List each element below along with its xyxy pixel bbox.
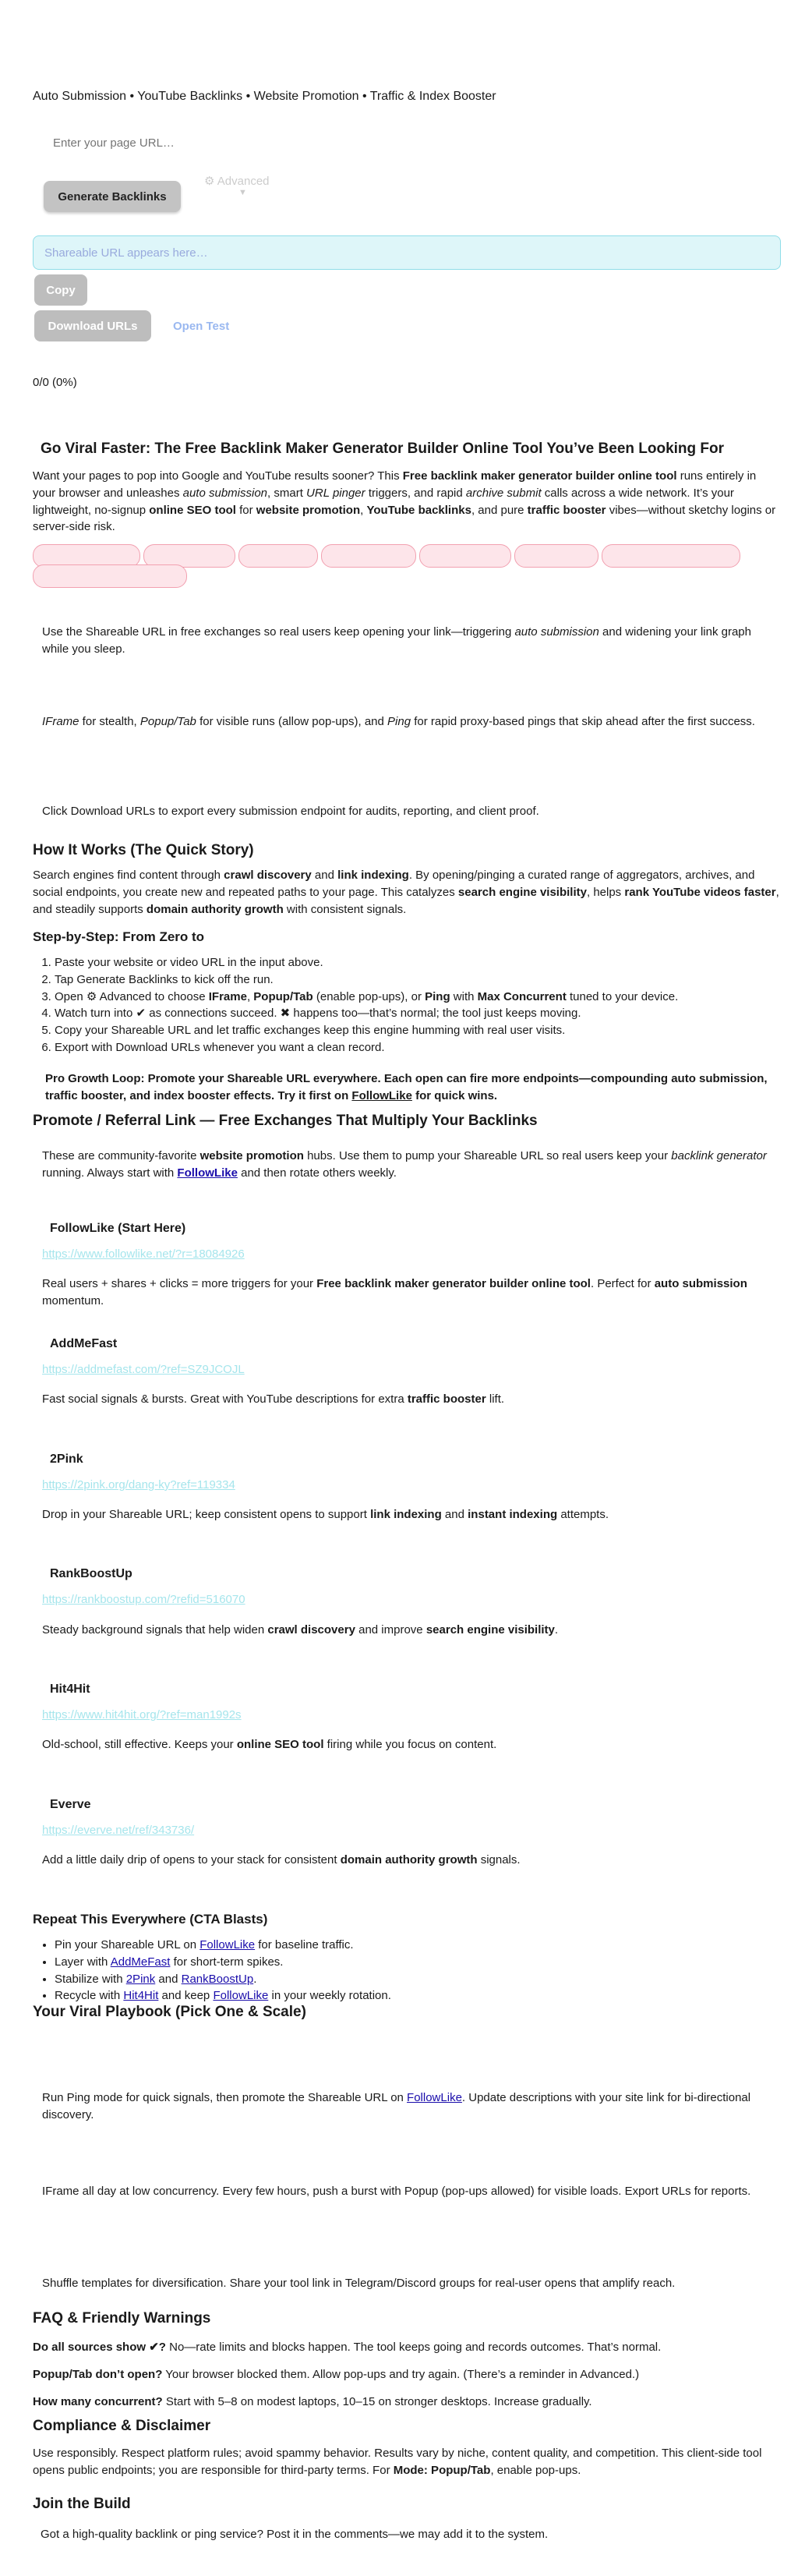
keyword-pill[interactable] — [602, 544, 740, 568]
site-description: Drop in your Shareable URL; keep consistent opens to support link indexing and instant indexing attempts. — [42, 1508, 609, 1521]
advanced-toggle[interactable]: ⚙ Advanced — [204, 175, 270, 188]
hero-title: Go Viral Faster: The Free Backlink Maker Generator Builder Online Tool You’ve Been Looking For — [41, 441, 725, 457]
playbook-item: Run Ping mode for quick signals, then promote the Shareable URL on FollowLike. Update descriptions with your site link for bi-directional discovery. — [42, 2091, 751, 2121]
step-item: 4. Watch turn into ✔ as connections succeed. ✖ happens too—that’s normal; the tool just keeps moving. — [55, 1005, 798, 1022]
steps-title: Step-by-Step: From Zero to — [33, 929, 205, 944]
join-text: Got a high-quality backlink or ping service? Post it in the comments—we may add it to the system. — [41, 2528, 549, 2541]
site-name: 2Pink — [50, 1453, 83, 1466]
site-url-link[interactable]: https://2pink.org/dang-ky?ref=119334 — [42, 1478, 235, 1491]
list-item: • Pin your Shareable URL on FollowLike for baseline traffic. — [55, 1937, 798, 1954]
list-item: • Stabilize with 2Pink and RankBoostUp. — [55, 1971, 798, 1988]
site-name: AddMeFast — [50, 1337, 118, 1350]
addmefast-link[interactable]: AddMeFast — [110, 1955, 171, 1969]
step-item: 3. Open ⚙ Advanced to choose IFrame, Popup/Tab (enable pop-ups), or Ping with Max Concurrent tuned to your device. — [55, 989, 798, 1006]
promote-intro: These are community-favorite website promotion hubs. Use them to pump your Shareable URL so real users keep your backlink generator running. Always start with FollowLike and then rotate others weekly. — [42, 1149, 767, 1180]
site-url-link[interactable]: https://www.hit4hit.org/?ref=man1992s — [42, 1708, 242, 1721]
repeat-title: Repeat This Everywhere (CTA Blasts) — [33, 1912, 268, 1927]
site-name: Everve — [50, 1798, 91, 1811]
2pink-link[interactable]: 2Pink — [125, 1972, 156, 1986]
playbook-item: IFrame all day at low concurrency. Every few hours, push a burst with Popup (pop-ups allowed) for visible loads. Export URLs for reports. — [42, 2185, 751, 2198]
followlike-link[interactable]: FollowLike — [213, 1989, 269, 2003]
keyword-pill[interactable] — [514, 544, 598, 568]
keyword-pill[interactable] — [33, 564, 187, 588]
site-name: RankBoostUp — [50, 1567, 132, 1580]
compliance-text: Use responsibly. Respect platform rules; avoid spammy behavior. Results vary by niche, content quality, and competition. This client-side tool opens public endpoints; you are responsible for third-party terms. For Mode: Popup/Tab, enable pop-ups. — [33, 2447, 762, 2477]
step-item: 2. Tap Generate Backlinks to kick off the run. — [55, 971, 798, 989]
generate-backlinks-button[interactable]: Generate Backlinks — [44, 181, 181, 212]
site-description: Old-school, still effective. Keeps your online SEO tool firing while you focus on content. — [42, 1738, 497, 1751]
growth-loop: Pro Growth Loop: Promote your Shareable URL everywhere. Each open can fire more endpoints—compounding auto submission, traffic booster, and index booster effects. Try it first on FollowLike for quick wins. — [45, 1072, 768, 1102]
repeat-list — [33, 1937, 798, 2005]
site-url-link[interactable]: https://addmefast.com/?ref=SZ9JCOJL — [42, 1363, 245, 1376]
faq-item: Popup/Tab don’t open? Your browser blocked them. Allow pop-ups and try again. (There’s a reminder in Advanced.) — [33, 2368, 640, 2381]
playbook-item: Shuffle templates for diversification. Share your tool link in Telegram/Discord groups for real-user opens that amplify reach. — [42, 2277, 676, 2290]
step-item: 1. Paste your website or video URL in the input above. — [55, 954, 798, 971]
site-url-link[interactable]: https://rankboostup.com/?refid=516070 — [42, 1593, 245, 1606]
steps-list — [33, 954, 798, 1056]
how-paragraph: Search engines find content through crawl discovery and link indexing. By opening/pinging a curated range of aggregators, archives, and social endpoints, you create new and repeated paths to your page. This catalyzes search engine visibility, helps rank YouTube videos faster, and steadily supports domain authority growth with consistent signals. — [33, 869, 779, 916]
progress-text: 0/0 (0%) — [33, 376, 77, 389]
site-description: Real users + shares + clicks = more triggers for your Free backlink maker generator builder online tool. Perfect for auto submission momentum. — [42, 1277, 747, 1307]
open-test-link[interactable]: Open Test — [173, 320, 230, 333]
rankboostup-link[interactable]: RankBoostUp — [181, 1972, 254, 1986]
followlike-link[interactable]: FollowLike — [351, 1088, 412, 1102]
keyword-pill[interactable] — [419, 544, 511, 568]
list-item: • Recycle with Hit4Hit and keep FollowLike in your weekly rotation. — [55, 1987, 798, 2005]
followlike-link[interactable]: FollowLike — [407, 2091, 462, 2104]
site-name: FollowLike (Start Here) — [50, 1222, 186, 1235]
list-item: • Layer with AddMeFast for short-term spikes. — [55, 1954, 798, 1971]
step-item: 5. Copy your Shareable URL and let traffic exchanges keep this engine humming with real user visits. — [55, 1022, 798, 1039]
how-title: How It Works (The Quick Story) — [33, 842, 254, 858]
site-name: Hit4Hit — [50, 1683, 90, 1696]
site-url-link[interactable]: https://www.followlike.net/?r=18084926 — [42, 1247, 245, 1261]
promote-title: Promote / Referral Link — Free Exchanges That Multiply Your Backlinks — [33, 1113, 538, 1129]
site-description: Fast social signals & bursts. Great with YouTube descriptions for extra traffic booster lift. — [42, 1392, 505, 1406]
compliance-title: Compliance & Disclaimer — [33, 2418, 211, 2434]
faq-item: Do all sources show ✔? No—rate limits and blocks happen. The tool keeps going and records outcomes. That’s normal. — [33, 2341, 662, 2354]
join-title: Join the Build — [33, 2496, 131, 2512]
faq-title: FAQ & Friendly Warnings — [33, 2310, 211, 2327]
followlike-link[interactable]: FollowLike — [177, 1166, 238, 1180]
site-url-link[interactable]: https://everve.net/ref/343736/ — [42, 1824, 195, 1837]
tagline: Auto Submission • YouTube Backlinks • Website Promotion • Traffic & Index Booster — [33, 90, 496, 103]
tip-download: Click Download URLs to export every submission endpoint for audits, reporting, and client proof. — [42, 805, 539, 818]
step-item: 6. Export with Download URLs whenever you want a clean record. — [55, 1039, 798, 1056]
playbook-title: Your Viral Playbook (Pick One & Scale) — [33, 2004, 306, 2020]
keyword-pill[interactable] — [321, 544, 416, 568]
followlike-link[interactable]: FollowLike — [200, 1938, 256, 1951]
hit4hit-link[interactable]: Hit4Hit — [123, 1989, 159, 2003]
tip-modes: IFrame for stealth, Popup/Tab for visible runs (allow pop-ups), and Ping for rapid proxy-based pings that skip ahead after the first success. — [42, 715, 755, 728]
faq-item: How many concurrent? Start with 5–8 on modest laptops, 10–15 on stronger desktops. Increase gradually. — [33, 2395, 592, 2408]
site-description: Steady background signals that help widen crawl discovery and improve search engine visibility. — [42, 1623, 559, 1637]
keyword-pill[interactable] — [238, 544, 318, 568]
site-description: Add a little daily drip of opens to your stack for consistent domain authority growth signals. — [42, 1853, 521, 1867]
download-urls-button[interactable]: Download URLs — [34, 310, 151, 341]
copy-button[interactable]: Copy — [34, 274, 87, 306]
url-input[interactable] — [45, 129, 232, 156]
hero-intro: Want your pages to pop into Google and YouTube results sooner? This Free backlink maker generator builder online tool runs entirely in your browser and unleashes auto submission, smart URL pinger triggers, and rapid archive submit calls across a wide network. It’s your lightweight, no-signup online SEO tool for website promotion, YouTube backlinks, and pure traffic booster vibes—without sketchy logins or server-side risk. — [33, 469, 776, 534]
tip-shareable: Use the Shareable URL in free exchanges so real users keep opening your link—triggering auto submission and widening your link graph while you sleep. — [42, 625, 751, 656]
shareable-url-field[interactable]: Shareable URL appears here… — [33, 235, 781, 270]
chevron-down-icon: ▼ — [238, 188, 247, 197]
